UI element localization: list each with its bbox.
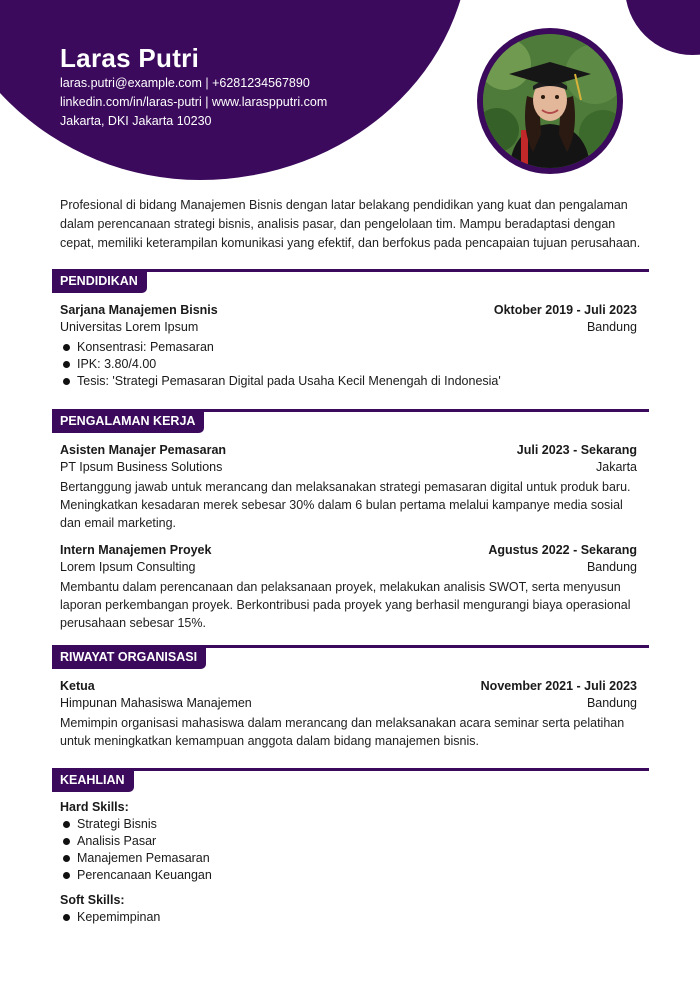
school-location: Bandung [586, 320, 637, 334]
company-name: PT Ipsum Business Solutions [60, 460, 223, 474]
contact-address: Jakarta, DKI Jakarta 10230 [60, 114, 212, 128]
job-title: Intern Manajemen Proyek [60, 543, 212, 557]
professional-summary: Profesional di bidang Manajemen Bisnis dengan latar belakang pendidikan yang kuat dan pengalaman dalam perencanaan strategi bisnis, analisis pasar, dan pengelolaan tim. Mampu beradaptasi dengan cepat, memiliki keterampilan komunikasi yang efektif, dan berfokus pada pencapaian tujuan perusahaan. [60, 198, 641, 250]
section-title-education: PENDIDIKAN [52, 269, 147, 293]
section-title-experience: PENGALAMAN KERJA [52, 409, 204, 433]
job-title: Asisten Manajer Pemasaran [60, 443, 227, 457]
section-divider [52, 768, 649, 771]
contact-web-links: linkedin.com/in/laras-putri | www.laraspputri.com [60, 95, 328, 109]
section-title-organization: RIWAYAT ORGANISASI [52, 645, 206, 669]
organization-role: Ketua [60, 679, 95, 693]
organization-name: Himpunan Mahasiswa Manajemen [60, 696, 252, 710]
job-description: Membantu dalam perencanaan dan pelaksanaan proyek, melakukan analisis SWOT, serta menyusun laporan perkembangan proyek. Berkontribusi pada proyek yang berhasil mengurangi biaya operasional perusahaan sebesar 15%. [60, 580, 631, 630]
experience-section [52, 409, 649, 632]
soft-skills-label: Soft Skills: [60, 893, 125, 907]
profile-photo [483, 34, 617, 168]
candidate-name: Laras Putri [60, 43, 200, 73]
list-item: Kepemimpinan [60, 909, 637, 926]
organization-dates: November 2021 - Juli 2023 [480, 679, 637, 693]
section-title-skills: KEAHLIAN [52, 768, 134, 792]
school-name: Universitas Lorem Ipsum [60, 320, 199, 334]
profile-photo-frame [477, 28, 623, 174]
job-location: Jakarta [596, 460, 637, 474]
list-item: IPK: 3.80/4.00 [60, 356, 637, 373]
contact-email-phone: laras.putri@example.com | +6281234567890 [60, 76, 310, 90]
organization-section [52, 645, 649, 750]
list-item: Tesis: 'Strategi Pemasaran Digital pada Usaha Kecil Menengah di Indonesia' [60, 373, 637, 390]
company-name: Lorem Ipsum Consulting [60, 560, 196, 574]
education-dates: Oktober 2019 - Juli 2023 [493, 303, 637, 317]
list-item: Perencanaan Keuangan [60, 867, 637, 884]
job-dates: Agustus 2022 - Sekarang [488, 543, 637, 557]
list-item: Analisis Pasar [60, 833, 637, 850]
job-description: Bertanggung jawab untuk merancang dan melaksanakan strategi pemasaran digital untuk produk baru. Meningkatkan kesadaran merek sebesar 30% dalam 6 bulan pertama melalui kampanye media sosial dan email marketing. [60, 480, 631, 530]
list-item: Strategi Bisnis [60, 816, 637, 833]
organization-location: Bandung [586, 696, 637, 710]
corner-decoration-shape [625, 0, 700, 55]
list-item: Konsentrasi: Pemasaran [60, 339, 637, 356]
job-location: Bandung [586, 560, 637, 574]
degree-title: Sarjana Manajemen Bisnis [60, 303, 218, 317]
soft-skills-list [60, 909, 637, 926]
hard-skills-list [60, 816, 637, 884]
list-item: Manajemen Pemasaran [60, 850, 637, 867]
job-dates: Juli 2023 - Sekarang [516, 443, 637, 457]
education-section [52, 269, 649, 390]
education-details [60, 339, 637, 390]
organization-description: Memimpin organisasi mahasiswa dalam merancang dan melaksanakan acara seminar serta pelatihan untuk meningkatkan kemampuan anggota dalam bidang manajemen bisnis. [60, 716, 625, 748]
header [60, 42, 327, 131]
skills-section [52, 768, 649, 926]
hard-skills-label: Hard Skills: [60, 800, 129, 814]
